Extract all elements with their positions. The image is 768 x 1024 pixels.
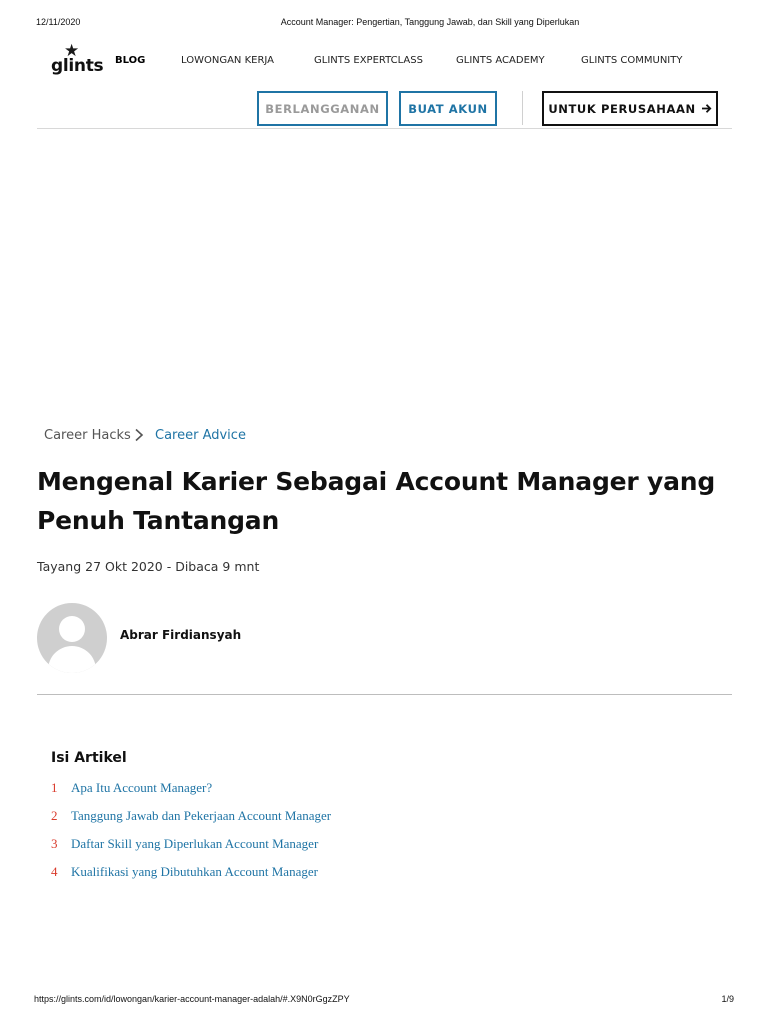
logo-text: glints (51, 56, 104, 76)
article-title: Mengenal Karier Sebagai Account Manager yang Penuh Tantangan (37, 467, 716, 535)
chevron-right-icon (134, 425, 144, 442)
article-meta: Tayang 27 Okt 2020 - Dibaca 9 mnt (37, 559, 260, 574)
nav-divider (522, 91, 523, 125)
glints-logo[interactable] (50, 41, 104, 78)
nav-glints-expertclass[interactable]: GLINTS EXPERTCLASS (314, 55, 423, 66)
toc-number: 3 (51, 836, 58, 851)
author-name[interactable]: Abrar Firdiansyah (120, 628, 242, 642)
toc-item[interactable] (51, 780, 212, 796)
nav-glints-academy[interactable]: GLINTS ACADEMY (456, 55, 545, 66)
author-divider (37, 694, 732, 695)
toc-number: 1 (51, 780, 58, 795)
star-icon: ★ (64, 41, 80, 61)
print-url: https://glints.com/id/lowongan/karier-account-manager-adalah/#.X9N0rGgzZPY (34, 994, 350, 1004)
nav-lowongan-kerja[interactable]: LOWONGAN KERJA (181, 55, 275, 66)
print-page-title: Account Manager: Pengertian, Tanggung Jawab, dan Skill yang Diperlukan (280, 17, 580, 27)
arrow-right-icon (701, 103, 712, 114)
create-account-label: BUAT AKUN (408, 101, 488, 116)
toc-heading: Isi Artikel (51, 750, 127, 766)
header-divider (37, 128, 732, 129)
toc-item[interactable] (51, 836, 318, 852)
breadcrumb-career-hacks[interactable]: Career Hacks (44, 428, 131, 443)
nav-blog[interactable]: BLOG (115, 55, 146, 66)
toc-item[interactable] (51, 864, 318, 880)
subscribe-label: BERLANGGANAN (265, 101, 380, 116)
create-account-button[interactable] (399, 91, 497, 126)
for-companies-button[interactable] (542, 91, 718, 126)
breadcrumb-career-advice[interactable]: Career Advice (155, 428, 246, 443)
toc-item[interactable] (51, 808, 331, 824)
toc-number: 4 (51, 864, 58, 879)
print-date: 12/11/2020 (36, 17, 81, 27)
toc-link[interactable]: Apa Itu Account Manager? (71, 780, 213, 795)
nav-glints-community[interactable]: GLINTS COMMUNITY (581, 55, 683, 66)
toc-link[interactable]: Kualifikasi yang Dibutuhkan Account Manager (71, 864, 318, 879)
subscribe-button[interactable] (257, 91, 388, 126)
toc-number: 2 (51, 808, 58, 823)
toc-link[interactable]: Tanggung Jawab dan Pekerjaan Account Manager (71, 808, 332, 823)
for-companies-label: UNTUK PERUSAHAAN (548, 101, 696, 116)
print-page-number: 1/9 (721, 994, 734, 1004)
toc-link[interactable]: Daftar Skill yang Diperlukan Account Manager (71, 836, 319, 851)
author-avatar[interactable] (37, 603, 107, 673)
